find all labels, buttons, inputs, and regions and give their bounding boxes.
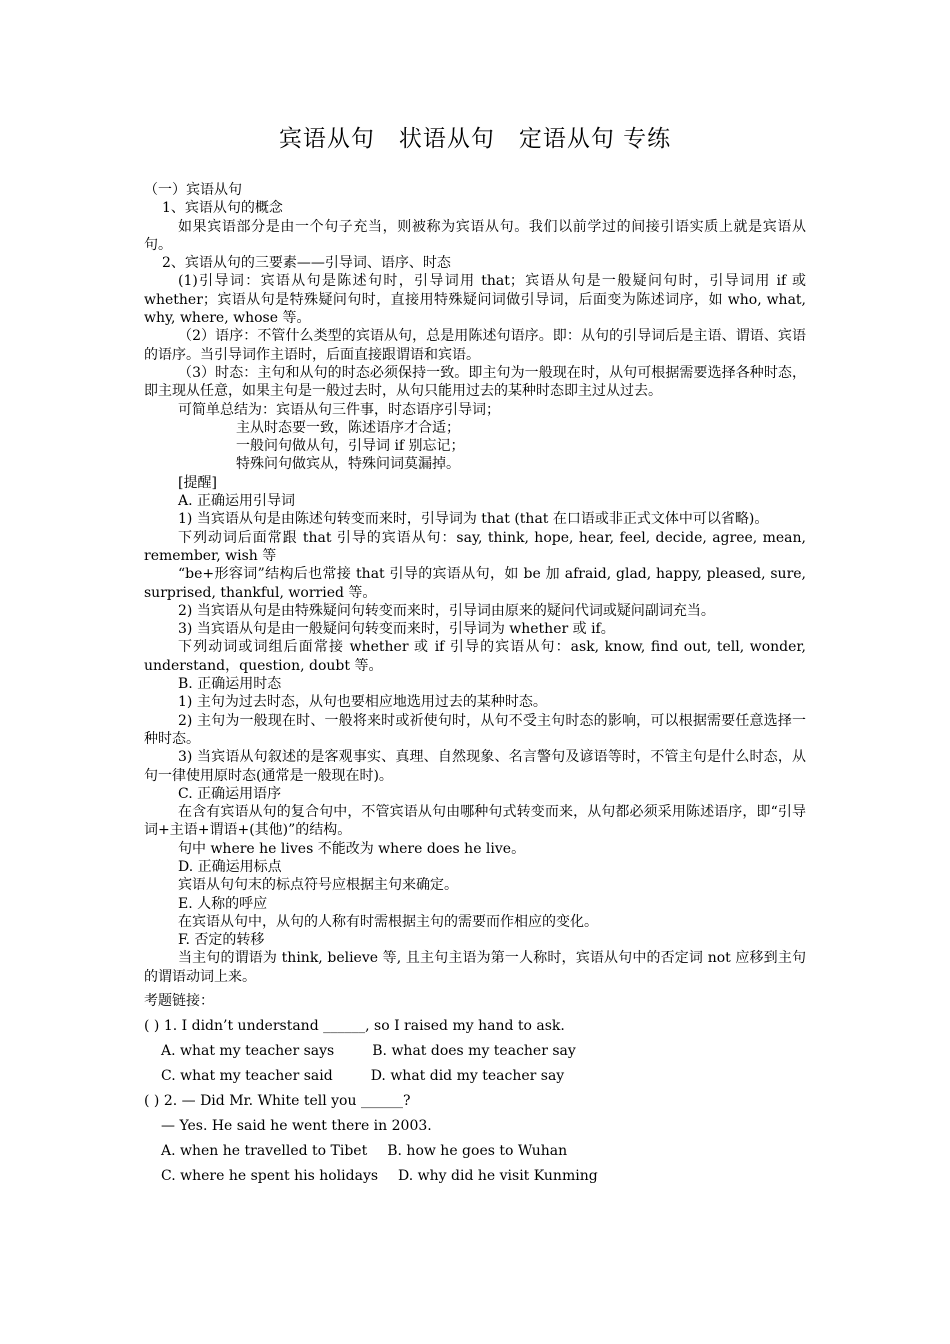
paragraph: 宾语从句句末的标点符号应根据主句来确定。: [178, 877, 458, 894]
document-body: [144, 181, 806, 1189]
rhyme-line: 一般问句做从句，引导词 if 别忘记；: [236, 438, 465, 455]
page-title: 宾语从句 状语从句 定语从句 专练: [278, 126, 672, 152]
paragraph: (1)引导词：宾语从句是陈述句时，引导词用 that；宾语从句是一般疑问句时，引导词用 if 或 whether；宾语从句是特殊疑问句时，直接用特殊疑问词做引导词，后面变为陈述词序，如 who, what, why, where, whose 等。: [144, 273, 806, 327]
subsection-heading: 1、宾语从句的概念: [162, 200, 283, 217]
point-heading: A. 正确运用引导词: [178, 493, 296, 510]
point-heading: C. 正确运用语序: [178, 785, 282, 802]
option-d: D. why did he visit Kunming: [398, 1168, 598, 1185]
question-stem: ( ) 2. — Did Mr. White tell you ______?: [144, 1093, 411, 1110]
paragraph: 在宾语从句中，从句的人称有时需根据主句的需要而作相应的变化。: [178, 913, 598, 930]
paragraph: “be+形容词”结构后也常接 that 引导的宾语从句，如 be 加 afraid, glad, happy, pleased, sure, surprised, thankful, worried 等。: [144, 566, 806, 601]
option-a: A. what my teacher says: [161, 1043, 335, 1060]
rhyme-line: 特殊问句做宾从，特殊问词莫漏掉。: [236, 456, 460, 473]
section-heading: （一）宾语从句: [144, 182, 242, 198]
paragraph: 1) 主句为过去时态，从句也要相应地选用过去的某种时态。: [178, 694, 547, 711]
option-b: B. what does my teacher say: [372, 1043, 576, 1060]
point-heading: B. 正确运用时态: [178, 676, 282, 693]
question-stem: ( ) 1. I didn’t understand ______, so I raised my hand to ask.: [144, 1018, 565, 1035]
paragraph: 下列动词后面常跟 that 引导的宾语从句：say, think, hope, hear, feel, decide, agree, mean, remember, wish 等: [144, 529, 806, 564]
option-row: [144, 1164, 806, 1189]
question-reply: — Yes. He said he went there in 2003.: [161, 1118, 432, 1135]
option-row: [144, 1064, 806, 1089]
option-c: C. what my teacher said: [161, 1068, 333, 1085]
option-row: [144, 1039, 806, 1064]
paragraph: 当主句的谓语为 think, believe 等, 且主句主语为第一人称时，宾语从句中的否定词 not 应移到主句的谓语动词上来。: [144, 950, 806, 985]
paragraph: 3) 当宾语从句叙述的是客观事实、真理、自然现象、名言警句及谚语等时，不管主句是什么时态，从句一律使用原时态(通常是一般现在时)。: [144, 749, 806, 784]
point-heading: D. 正确运用标点: [178, 858, 282, 875]
paragraph: 句中 where he lives 不能改为 where does he live。: [178, 840, 526, 857]
point-heading: E. 人称的呼应: [178, 895, 268, 912]
rhyme-line: 主从时态要一致，陈述语序才合适；: [236, 419, 460, 436]
paragraph: 2) 当宾语从句是由特殊疑问句转变而来时，引导词由原来的疑问代词或疑问副词充当。: [178, 602, 715, 619]
summary-line: 可简单总结为：宾语从句三件事，时态语序引导词；: [178, 401, 500, 418]
paragraph: 在含有宾语从句的复合句中，不管宾语从句由哪种句式转变而来，从句都必须采用陈述语序，即“引导词+主语+谓语+(其他)”的结构。: [144, 804, 806, 839]
point-heading: F. 否定的转移: [178, 932, 265, 949]
paragraph: 1) 当宾语从句是由陈述句转变而来时，引导词为 that (that 在口语或非正式文体中可以省略)。: [178, 511, 769, 528]
paragraph: 2) 主句为一般现在时、一般将来时或祈使句时，从句不受主句时态的影响，可以根据需要任意选择一种时态。: [144, 712, 806, 747]
paragraph: （2）语序：不管什么类型的宾语从句，总是用陈述句语序。即：从句的引导词后是主语、谓语、宾语的语序。当引导词作主语时，后面直接跟谓语和宾语。: [144, 328, 806, 363]
paragraph: 3) 当宾语从句是由一般疑问句转变而来时，引导词为 whether 或 if。: [178, 621, 615, 638]
paragraph: 如果宾语部分是由一个句子充当，则被称为宾语从句。我们以前学过的间接引语实质上就是宾语从句。: [144, 218, 806, 253]
option-a: A. when he travelled to Tibet: [161, 1143, 368, 1160]
subsection-heading: 2、宾语从句的三要素——引导词、语序、时态: [162, 255, 451, 272]
option-b: B. how he goes to Wuhan: [387, 1143, 568, 1160]
reminder-heading: [提醒]: [178, 474, 217, 491]
paragraph: （3）时态：主句和从句的时态必须保持一致。即主句为一般现在时，从句可根据需要选择各种时态，即主现从任意，如果主句是一般过去时，从句只能用过去的某种时态即主过从过去。: [144, 364, 806, 400]
paragraph: 下列动词或词组后面常接 whether 或 if 引导的宾语从句：ask, know, find out, tell, wonder, understand，question, doubt 等。: [144, 639, 806, 674]
option-c: C. where he spent his holidays: [161, 1168, 379, 1185]
option-d: D. what did my teacher say: [370, 1068, 565, 1085]
exam-links-heading: 考题链接：: [144, 993, 214, 1010]
option-row: [144, 1139, 806, 1164]
